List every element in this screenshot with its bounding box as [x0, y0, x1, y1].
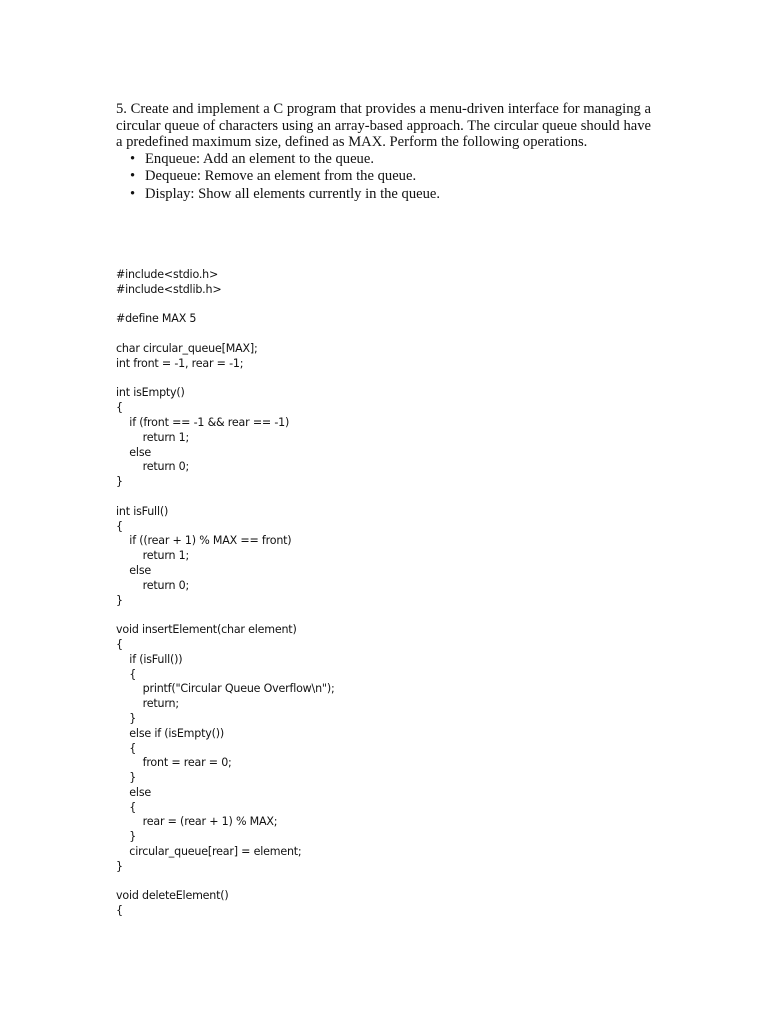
- code-line: #include<stdlib.h>: [116, 282, 222, 296]
- code-line: #define MAX 5: [116, 312, 197, 326]
- code-line: void deleteElement(): [116, 889, 229, 903]
- code-line: {: [116, 667, 137, 681]
- code-line: [116, 372, 676, 387]
- code-line: return;: [116, 697, 179, 711]
- bullet-icon: •: [130, 168, 136, 185]
- code-line: printf("Circular Queue Overflow\n");: [116, 682, 335, 696]
- operation-text: Enqueue: Add an element to the queue.: [145, 150, 374, 167]
- operation-item-dequeue: [130, 168, 651, 186]
- operation-text: Display: Show all elements currently in the queue.: [145, 185, 441, 202]
- operation-text: Dequeue: Remove an element from the queue.: [145, 168, 417, 185]
- code-line: return 0;: [116, 460, 190, 474]
- code-line: [116, 608, 676, 623]
- bullet-icon: •: [130, 150, 136, 167]
- code-block: [116, 268, 676, 919]
- code-line: [116, 490, 676, 505]
- bullet-icon: •: [130, 185, 136, 202]
- code-line: }: [116, 859, 123, 873]
- code-line: void insertElement(char element): [116, 623, 297, 637]
- code-line: if (front == -1 && rear == -1): [116, 415, 290, 429]
- code-line: if ((rear + 1) % MAX == front): [116, 534, 292, 548]
- code-line: rear = (rear + 1) % MAX;: [116, 815, 278, 829]
- code-line: {: [116, 904, 123, 918]
- code-line: int front = -1, rear = -1;: [116, 356, 244, 370]
- operations-list: [116, 151, 651, 204]
- code-line: [116, 327, 676, 342]
- code-line: circular_queue[rear] = element;: [116, 845, 302, 859]
- code-line: }: [116, 830, 137, 844]
- operation-item-display: [130, 186, 651, 204]
- code-line: }: [116, 475, 123, 489]
- code-line: return 1;: [116, 430, 190, 444]
- code-line: return 0;: [116, 578, 190, 592]
- question-text: 5. Create and implement a C program that provides a menu-driven interface for managing a circular queue of characters using an array-based approach. The circular queue should have a predefined maximum size, defined as MAX. Perform the following operations.: [116, 101, 651, 151]
- code-line: }: [116, 711, 137, 725]
- code-line: #include<stdio.h>: [116, 268, 219, 281]
- operation-item-enqueue: [130, 151, 651, 169]
- code-line: {: [116, 741, 137, 755]
- code-line: {: [116, 401, 123, 415]
- code-line: }: [116, 593, 123, 607]
- code-line: {: [116, 800, 137, 814]
- code-line: else if (isEmpty()): [116, 726, 225, 740]
- code-line: {: [116, 519, 123, 533]
- code-line: }: [116, 771, 137, 785]
- code-line: else: [116, 445, 152, 459]
- code-line: if (isFull()): [116, 652, 183, 666]
- code-line: else: [116, 563, 152, 577]
- code-line: [116, 875, 676, 890]
- question-block: [116, 101, 651, 204]
- code-line: {: [116, 637, 123, 651]
- code-line: front = rear = 0;: [116, 756, 232, 770]
- code-line: else: [116, 785, 152, 799]
- code-line: [116, 298, 676, 313]
- code-line: int isFull(): [116, 504, 169, 518]
- code-line: int isEmpty(): [116, 386, 185, 400]
- code-line: return 1;: [116, 549, 190, 563]
- code-line: char circular_queue[MAX];: [116, 341, 258, 355]
